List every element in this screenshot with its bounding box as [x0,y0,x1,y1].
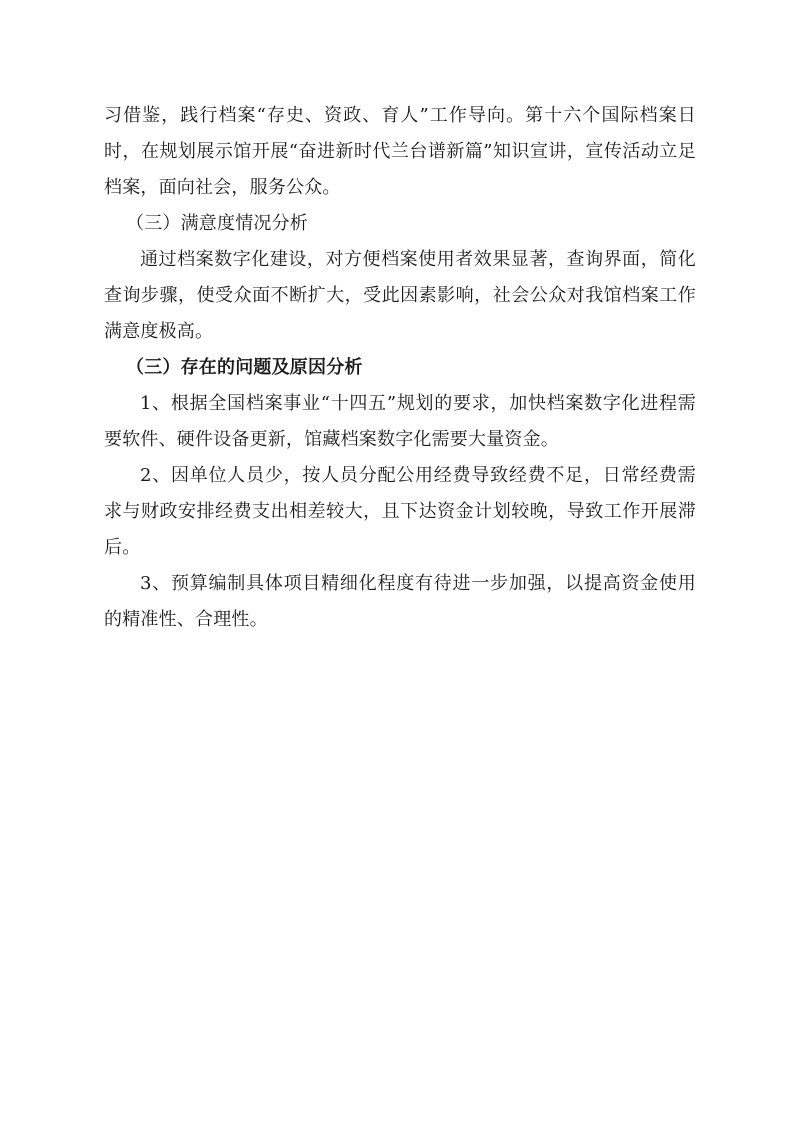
problem-item-2: 2、因单位人员少，按人员分配公用经费导致经费不足，日常经费需求与财政安排经费支出相差较大，且下达资金计划较晚，导致工作开展滞后。 [104,465,696,558]
problem-item-1: 1、根据全国档案事业“十四五”规划的要求，加快档案数字化进程需要软件、硬件设备更新，馆藏档案数字化需要大量资金。 [104,393,696,450]
paragraph-satisfaction: 通过档案数字化建设，对方便档案使用者效果显著，查询界面，简化查询步骤，使受众面不断扩大，受此因素影响，社会公众对我馆档案工作满意度极高。 [104,249,696,342]
heading-satisfaction-analysis: （三）满意度情况分析 [126,213,308,234]
problem-item-3: 3、预算编制具体项目精细化程度有待进一步加强，以提高资金使用的精准性、合理性。 [104,573,696,630]
paragraph-continuation: 习借鉴，践行档案“存史、资政、育人”工作导向。第十六个国际档案日时，在规划展示馆开展“奋进新时代兰台谱新篇”知识宣讲，宣传活动立足档案，面向社会，服务公众。 [104,105,696,198]
document-body [104,98,696,638]
heading-problems-analysis: （三）存在的问题及原因分析 [126,357,363,378]
